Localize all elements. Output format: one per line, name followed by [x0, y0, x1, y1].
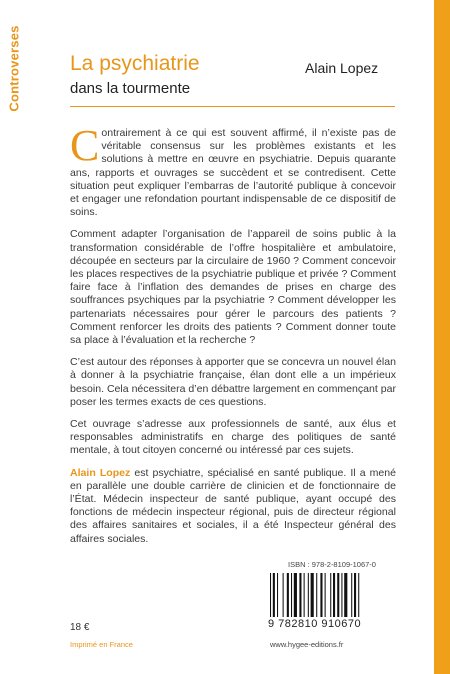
barcode-bars [270, 573, 396, 617]
author-bio-name: Alain Lopez [70, 466, 131, 479]
paragraph-intro-text: ontrairement à ce qui est souvent affirmé, il n’existe pas de véritable consensus sur les problèmes existants et les solutions à mettre en œuvre en psychiatrie. Depuis quarante ans, rapports et ouvrages se succèdent et se contredisent. Cette situation peut expliquer l’embarras de l’autorité publique à concevoir et engager une refondation pourtant indispensable de ce dispositif de soins. [70, 127, 396, 219]
drop-cap: C [70, 121, 100, 170]
barcode-bar [330, 573, 331, 617]
barcode-bar [277, 573, 278, 617]
author-name: Alain Lopez [305, 60, 379, 76]
barcode-bar [283, 573, 284, 617]
barcode-bar [337, 573, 339, 617]
barcode-bar [341, 573, 342, 617]
printed-in-label: Imprimé en France [70, 640, 133, 649]
barcode-bar [351, 573, 352, 617]
book-title: La psychiatrie [70, 52, 200, 75]
book-subtitle: dans la tourmente [70, 80, 191, 97]
barcode-bar [308, 573, 309, 617]
back-cover-text [70, 121, 396, 555]
barcode-bar [299, 573, 301, 617]
paragraph-debate: C’est autour des réponses à apporter que se concevra un nouvel élan à donner à la psychiatrie française, élan dont elle a un impérieux besoin. Cela nécessitera d’en débattre largement en commençant par poser les termes exacts de ces questions. [70, 356, 396, 408]
author-bio [70, 467, 396, 546]
barcode-bar [325, 573, 326, 617]
paragraph-questions: Comment adapter l’organisation de l’appareil de soins public à la transformation considérable de l’offre hospitalière et ambulatoire, découpée en secteurs par la circulaire de 1960 ? Comment concevoir les places respectives de la psychiatrie publique et privée ? Comment faire face à l’inflation des demandes de prises en charge des souffrances psychiques par la psychiatrie ? Comment développer les partenariats nécessaires pour gérer le parcours des patients ? Comment renforcer les droits des patients ? Comment donner toute sa place à l’évaluation et la recherche ? [70, 228, 396, 347]
barcode-bar [354, 573, 356, 617]
barcode-bar [273, 573, 275, 617]
barcode-bar [344, 573, 347, 617]
isbn-text: ISBN : 978-2-8109-1067-0 [288, 560, 376, 569]
publisher-website: www.hygee-editions.fr [270, 640, 344, 649]
barcode-digits: 9 782810 910670 [268, 618, 362, 630]
paragraph-audience: Cet ouvrage s’adresse aux professionnels de santé, aux élus et responsables administratifs en charge des politiques de santé mentale, à tout citoyen concerné ou intéressé par ces sujets. [70, 418, 396, 457]
series-label [4, 18, 24, 118]
barcode-bar [358, 573, 359, 617]
price: 18 € [70, 622, 90, 633]
barcode-bar [311, 573, 314, 617]
barcode-bar [304, 573, 305, 617]
barcode-bar [294, 573, 297, 617]
barcode-bar [287, 573, 289, 617]
orange-spine-band [434, 0, 450, 674]
barcode-bar [291, 573, 292, 617]
paragraph-intro [70, 121, 396, 219]
barcode-bar [320, 573, 322, 617]
author-bio-text: est psychiatre, spécialisé en santé publique. Il a mené en parallèle une double carrière de clinicien et de fonctionnaire de l’État. Médecin inspecteur de santé publique, ayant occupé des fonctions de médecin inspecteur régional, puis de directeur régional des affaires sanitaires et sociales, il a été Inspecteur général des affaires sociales. [70, 466, 396, 545]
barcode-bar [333, 573, 335, 617]
barcode-bar [270, 573, 271, 617]
title-divider [70, 106, 395, 107]
barcode-bar [316, 573, 317, 617]
barcode-block [268, 560, 398, 628]
series-text: Controverses [6, 24, 22, 112]
